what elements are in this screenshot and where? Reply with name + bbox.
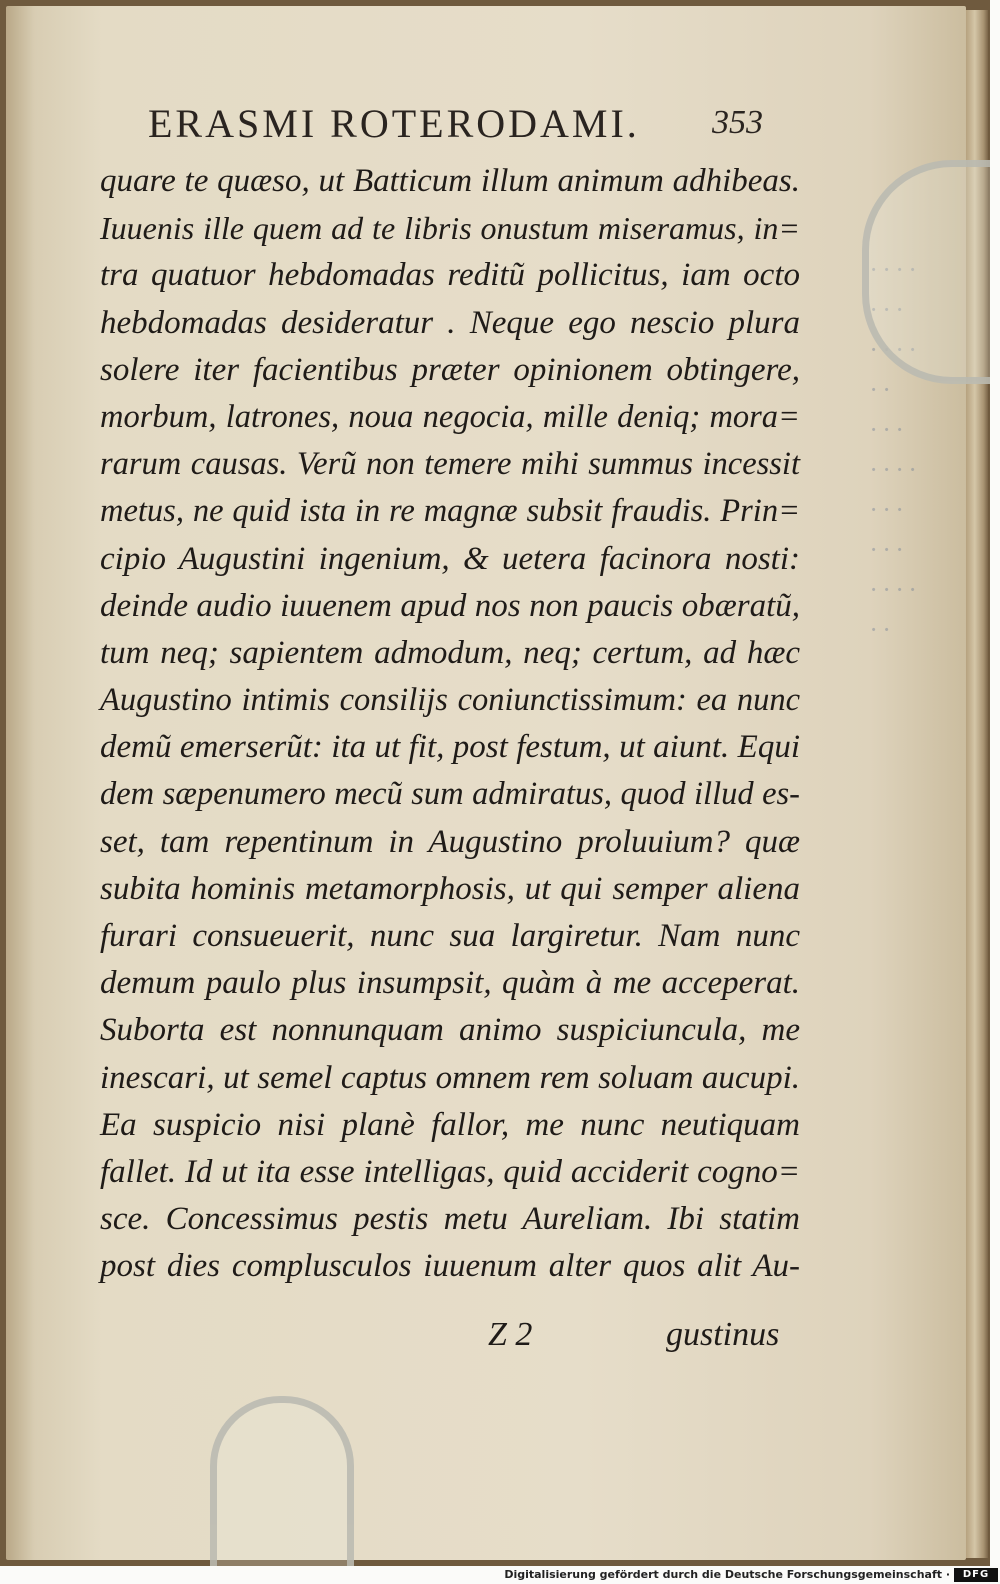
text-line: sce. Concessimus pestis metu Aureliam. Ibi statim bbox=[100, 1201, 800, 1238]
body-text bbox=[100, 158, 800, 1291]
text-line: quare te quæso, ut Batticum illum animum adhibeas. bbox=[100, 163, 800, 199]
text-line: tum neq; sapientem admodum, neq; certum, ad hæc bbox=[100, 634, 800, 671]
text-line: demum paulo plus insumpsit, quàm à me acceperat. bbox=[100, 965, 800, 1002]
text-line: metus, ne quid ista in re magnæ subsit fraudis. Prin= bbox=[100, 493, 800, 530]
dfg-logo: DFG bbox=[954, 1568, 998, 1582]
text-line: Augustino intimis consilijs coniunctissimum: ea nunc bbox=[100, 682, 800, 719]
page-number: 353 bbox=[712, 104, 763, 141]
text-line: rarum causas. Verũ non temere mihi summus incessit bbox=[100, 446, 800, 483]
text-line: deinde audio iuuenem apud nos non paucis obæratũ, bbox=[100, 587, 800, 624]
show-through-text: · · · · · · · · · · · · · · · · · · · · · · · · · · · · · · · · bbox=[870, 255, 916, 644]
text-line: tra quatuor hebdomadas reditũ pollicitus, iam octo bbox=[100, 257, 800, 294]
text-line: dem sæpenumero mecũ sum admiratus, quod illud es- bbox=[100, 776, 800, 813]
text-line: demũ emerserũt: ita ut fit, post festum, ut aiunt. Equi bbox=[100, 729, 800, 766]
page-clip-bottom bbox=[210, 1396, 354, 1566]
text-line: fallet. Id ut ita esse intelligas, quid acciderit cogno= bbox=[100, 1153, 800, 1190]
text-line: subita hominis metamorphosis, ut qui semper aliena bbox=[100, 870, 800, 907]
text-line: morbum, latrones, noua negocia, mille deniq; mora= bbox=[100, 398, 800, 435]
text-line: set, tam repentinum in Augustino proluuium? quæ bbox=[100, 823, 800, 860]
text-line: solere iter facientibus præter opinionem obtingere, bbox=[100, 351, 800, 388]
text-line: inescari, ut semel captus omnem rem soluam aucupi. bbox=[100, 1059, 800, 1096]
running-header: ERASMI ROTERODAMI. bbox=[148, 101, 640, 146]
text-line: hebdomadas desideratur . Neque ego nescio plura bbox=[100, 304, 800, 341]
text-line: cipio Augustini ingenium, & uetera facinora nosti: bbox=[100, 540, 800, 577]
text-line: furari consueuerit, nunc sua largiretur. Nam nunc bbox=[100, 918, 800, 954]
text-line: post dies complusculos iuuenum alter quos alit Au- bbox=[100, 1248, 800, 1285]
page-clip-right bbox=[862, 160, 990, 384]
text-line: Ea suspicio nisi planè fallor, me nunc neutiquam bbox=[100, 1106, 800, 1143]
signature-mark: Z 2 bbox=[488, 1316, 533, 1353]
text-line: Suborta est nonnunquam animo suspiciuncula, me bbox=[100, 1012, 800, 1049]
text-line: Iuuenis ille quem ad te libris onustum miseramus, in= bbox=[100, 210, 800, 247]
catchword: gustinus bbox=[666, 1316, 780, 1353]
digitization-credit: Digitalisierung gefördert durch die Deutsche Forschungsgemeinschaft · bbox=[504, 1568, 950, 1581]
